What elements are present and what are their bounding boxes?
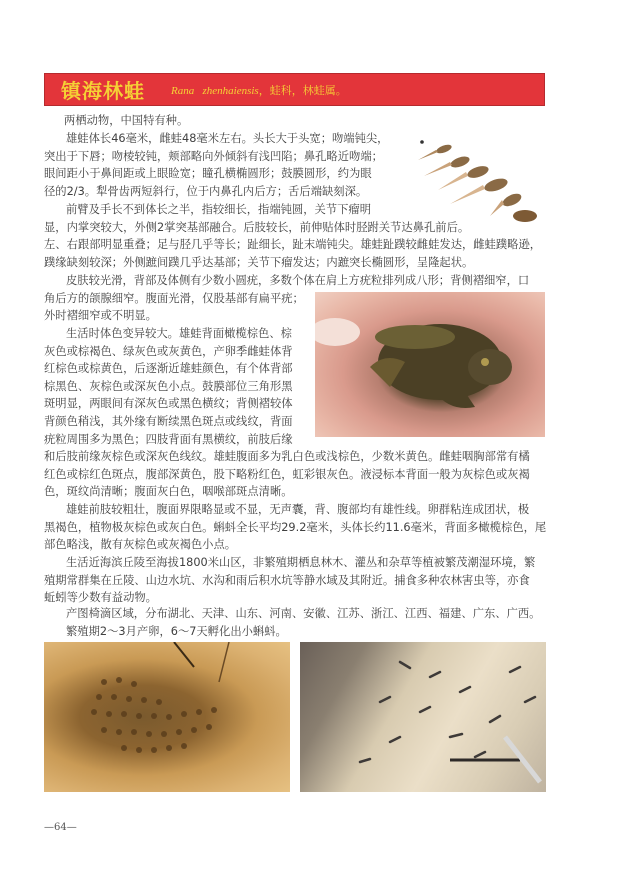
- egg-mass-photo: [44, 642, 290, 792]
- body-paragraph-5: 生活时体色变异较大。雄蛙背面橄榄棕色、棕 灰色或棕褐色、绿灰色或灰黄色，产卵季雌蛙体背 红棕色或棕黄色，后逐渐近雄蛙颜色，有个体背部 棕黑色、灰棕色或深灰色小点。鼓膜部位三角形黑 斑明显，两眼间有深灰色或黑色横纹；背侧褶较体 背颜色稍浅，其外缘有断续黑色斑点或线纹，背面 疣粒周围多为黑色；四肢背面有黑横纹，前肢后缘 和后肢前缘灰棕色或深灰色线纹。雄蛙腹面多为乳白色或浅棕色，少数米黄色。雌蛙咽胸部常有橘 红色或棕红色斑点，腹部深黄色，股下略粉红色，虹彩银灰色。液浸标本背面一般为灰棕色或灰褐 色，斑纹尚清晰；腹面灰白色，咽喉部斑点清晰。: [44, 327, 530, 499]
- latin-genus: Rana: [171, 84, 195, 97]
- species-header-bar: [44, 73, 545, 106]
- body-paragraph-1: 两栖动物，中国特有种。: [64, 114, 189, 127]
- tadpoles-photo: [300, 642, 546, 792]
- taxonomy-text: ，蛙科，林蛙属。: [258, 83, 347, 97]
- page-number: —64—: [44, 822, 77, 833]
- body-paragraph-4: 皮肤较光滑，背部及体侧有少数小圆疣，多数个体在肩上方疣粒排列成八形；背侧褶细窄，口 角后方的颌腺细窄。腹面光滑，仅股基部有扁平疣； 外时褶细窄或不明显。: [44, 274, 530, 323]
- species-title: 镇海林蛙: [61, 79, 145, 103]
- species-latin-name: [171, 82, 347, 98]
- latin-species: zhenhaiensis: [202, 84, 259, 97]
- body-paragraph-8: 产图椅滴区域，分布湖北、天津、山东、河南、安徽、江苏、浙江、江西、福建、广东、广西。 繁殖期2～3月产卵，6～7天孵化出小蝌蚪。: [66, 607, 541, 638]
- body-paragraph-3: 前臂及手长不到体长之半，指较细长，指端钝圆，关节下瘤明 显，内掌突较大，外侧2掌突基部融合。后肢较长，前伸贴体时胫跗关节达鼻孔前后。 左、右跟部明显重叠；足与胫几乎等长；趾细长，趾末端钝尖。雄蛙趾蹼较雌蛙发达，雌蛙蹼略逊， 蹼缘缺刻较深；外侧蹠间蹼几乎达基部；关节下瘤发达；内蹠突长椭圆形，呈隆起状。: [44, 203, 542, 269]
- body-paragraph-6: 雄蛙前肢较粗壮，腹面界限略显或不显，无声囊，背、腹部均有雄性线。卵群粘连成团状，极 黑褐色，植物极灰棕色或灰白色。蝌蚪全长平均29.2毫米，头体长约11.6毫米，背面多橄榄棕色，尾 部色略浅，散有灰棕色或灰褐色小点。: [44, 503, 547, 552]
- body-paragraph-2: 雄蛙体长46毫米，雌蛙48毫米左右。头长大于头宽；吻端钝尖， 突出于下唇；吻棱较钝，颊部略向外倾斜有浅凹陷；鼻孔略近吻端； 眼间距小于鼻间距或上眼睑宽；瞳孔横椭圆形；鼓膜圆形，约为眼 径的2/3。犁骨齿两短斜行，位于内鼻孔内后方；舌后端缺刻深。: [44, 132, 389, 198]
- body-paragraph-7: 生活近海滨丘陵至海拔1800米山区，非繁殖期栖息林木、灌丛和杂草等植被繁茂潮湿环境，繁 殖期常群集在丘陵、山边水坑、水沟和雨后积水坑等静水域及其附近。捕食多种农林害虫等，亦食 蚯蚓等少数有益动物。: [44, 556, 536, 605]
